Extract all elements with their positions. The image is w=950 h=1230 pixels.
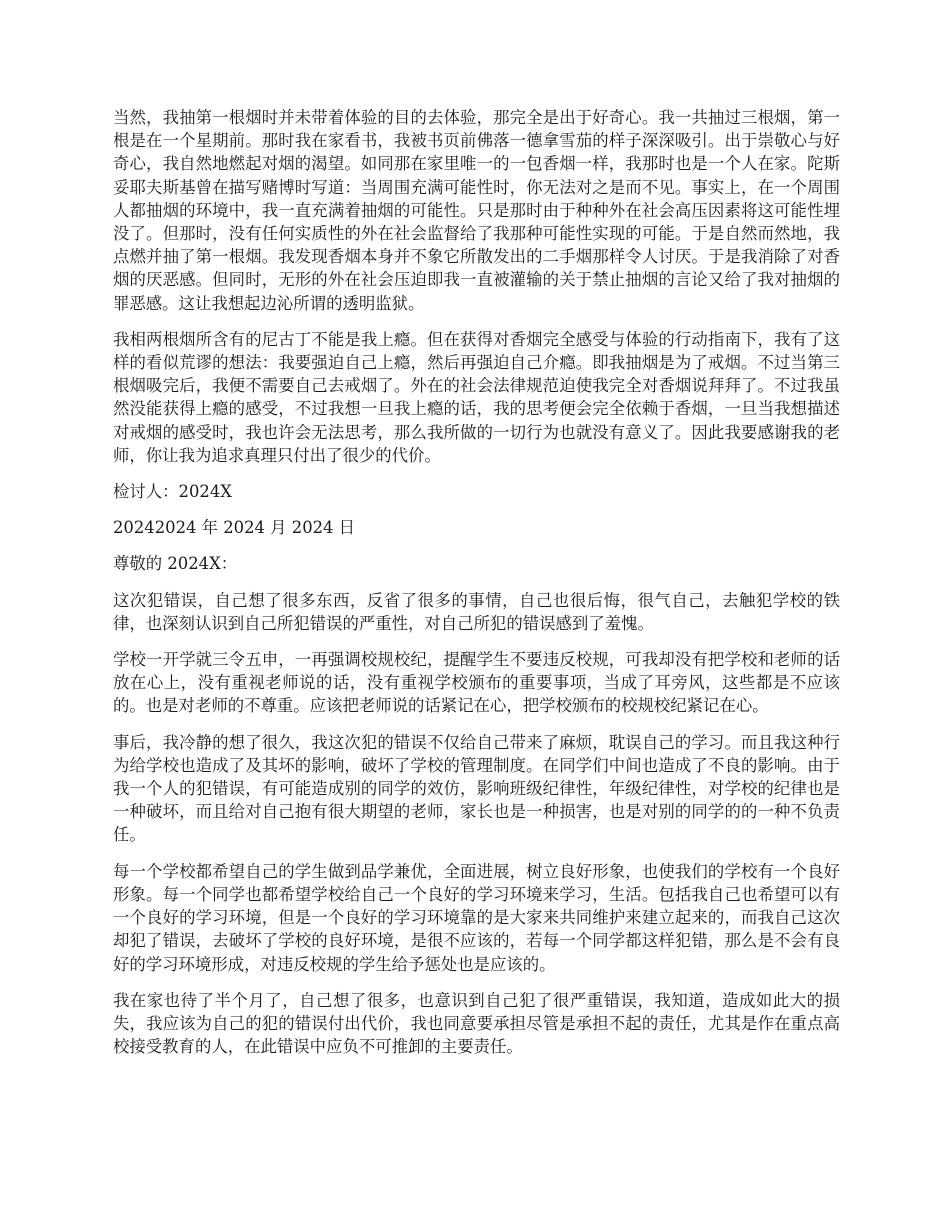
signature-line: 检讨人：2024X: [113, 482, 232, 502]
paragraph-school-rules: 学校一开学就三令五申，一再强调校规校纪，提醒学生不要违反校规，可我却没有把学校和老师的话放在心上，没有重视老师说的话，没有重视学校颁布的重要事项，当成了耳旁风，这些都是不应该的。也是对老师的不尊重。应该把老师说的话紧记在心，把学校颁布的校规校纪紧记在心。: [113, 650, 840, 716]
paragraph-responsibility: 我在家也待了半个月了，自己想了很多，也意识到自己犯了很严重错误，我知道，造成如此大的损失，我应该为自己的犯的错误付出代价，我也同意要承担尽管是承担不起的责任，尤其是作在重点高校接受教育的人，在此错误中应负不可推卸的主要责任。: [113, 990, 840, 1057]
paragraph-reflection: 这次犯错误，自己想了很多东西，反省了很多的事情，自己也很后悔，很气自己，去触犯学校的铁律，也深刻认识到自己所犯错误的严重性，对自己所犯的错误感到了羞愧。: [113, 590, 840, 633]
paragraph-consequences: 事后，我冷静的想了很久，我这次犯的错误不仅给自己带来了麻烦，耽误自己的学习。而且我这种行为给学校也造成了及其坏的影响，破坏了学校的管理制度。在同学们中间也造成了不良的影响。由于我一个人的犯错误，有可能造成别的同学的效仿，影响班级纪律性，年级纪律性，对学校的纪律也是一种破坏，而且给对自己抱有很大期望的老师，家长也是一种损害，也是对别的同学的的一种不负责任。: [113, 732, 840, 845]
date-line: 20242024 年 2024 月 2024 日: [113, 518, 356, 538]
paragraph-smoking-experience: 当然，我抽第一根烟时并未带着体验的目的去体验，那完全是出于好奇心。我一共抽过三根烟，第一根是在一个星期前。那时我在家看书，我被书页前佛落一德拿雪茄的样子深深吸引。出于崇敬心与好奇心，我自然地燃起对烟的渴望。如同那在家里唯一的一包香烟一样，我那时也是一个人在家。陀斯妥耶夫斯基曾在描写赌博时写道：当周围充满可能性时，你无法对之是而不见。事实上，在一个周围人都抽烟的环境中，我一直充满着抽烟的可能性。只是那时由于种种外在社会高压因素将这可能性埋没了。但那时，没有任何实质性的外在社会监督给了我那种可能性实现的可能。于是自然而然地，我点燃并抽了第一根烟。我发现香烟本身并不象它所散发出的二手烟那样令人讨厌。于是我消除了对香烟的厌恶感。但同时，无形的外在社会压迫即我一直被灌输的关于禁止抽烟的言论又给了我对抽烟的罪恶感。这让我想起边沁所谓的透明监狱。: [113, 108, 840, 313]
salutation: 尊敬的 2024X：: [113, 554, 238, 574]
paragraph-school-image: 每一个学校都希望自己的学生做到品学兼优，全面进展，树立良好形象，也使我们的学校有一个良好形象。每一个同学也都希望学校给自己一个良好的学习环境来学习，生活。包括我自己也希望可以有一个良好的学习环境，但是一个良好的学习环境靠的是大家来共同维护来建立起来的，而我自己这次却犯了错误，去破坏了学校的良好环境，是很不应该的，若每一个同学都这样犯错，那么是不会有良好的学习环境形成，对违反校规的学生给予惩处也是应该的。: [113, 861, 840, 974]
paragraph-addiction-thoughts: 我相两根烟所含有的尼古丁不能是我上瘾。但在获得对香烟完全感受与体验的行动指南下，我有了这样的看似荒谬的想法：我要强迫自己上瘾，然后再强迫自己介瘾。即我抽烟是为了戒烟。不过当第三根烟吸完后，我便不需要自己去戒烟了。外在的社会法律规范迫使我完全对香烟说拜拜了。不过我虽然没能获得上瘾的感受，不过我想一旦我上瘾的话，我的思考便会完全依赖于香烟，一旦当我想描述对戒烟的感受时，我也许会无法思考，那么我所做的一切行为也就没有意义了。因此我要感谢我的老师，你让我为追求真理只付出了很少的代价。: [113, 329, 840, 465]
